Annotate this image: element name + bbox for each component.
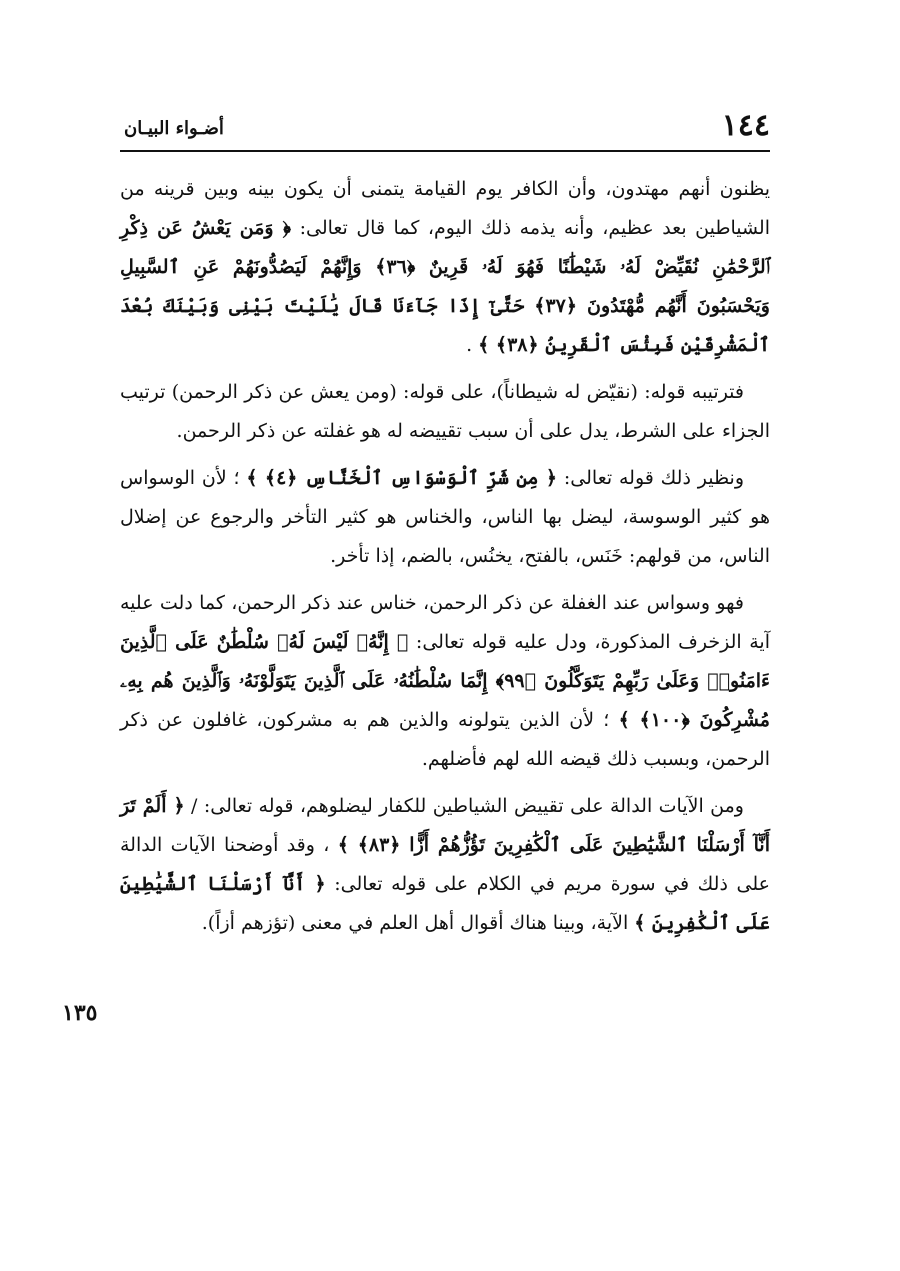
paragraph-1	[120, 170, 770, 365]
paragraph-4	[120, 584, 770, 779]
page-header	[120, 104, 770, 152]
margin-page-marker: ١٣٥	[62, 1000, 98, 1026]
paragraph-5	[120, 787, 770, 943]
paragraph-text: .	[466, 334, 473, 356]
paragraph-text: ، وقد أوضحنا الآيات الدالة على ذلك في سورة مريم في الكلام على قوله تعالى:	[120, 834, 770, 895]
page-number: ١٤٤	[721, 108, 770, 143]
paragraph-text: ؛ لأن الذين يتولونه والذين هم به مشركون، غافلون عن ذكر الرحمن، وبسبب ذلك قيضه الله لهم فأضلهم.	[120, 709, 770, 770]
paragraph-text: ونظير ذلك قوله تعالى:	[563, 467, 745, 489]
quran-verse: ﴿ إِنَّهُۥ لَيْسَ لَهُۥ سُلْطَٰنٌ عَلَى ٱلَّذِينَ ءَامَنُوا۟ وَعَلَىٰ رَبِّهِمْ يَتَوَكَّلُونَ ﴿٩٩﴾ إِنَّمَا سُلْطَٰنُهُۥ عَلَى ٱلَّذِينَ يَتَوَلَّوْنَهُۥ وَٱلَّذِينَ هُم بِهِۦ مُشْرِكُونَ ﴿١٠٠﴾ ﴾	[120, 631, 770, 731]
paragraph-text: يظنون أنهم مهتدون، وأن الكافر يوم القيامة يتمنى أن يكون بينه وبين قرينه من الشياطين بعد عظيم، وأنه يذمه ذلك اليوم، كما قال تعالى:	[120, 178, 770, 239]
book-title: أضـواء البيـان	[124, 118, 224, 139]
paragraph-text: الآية، وبينا هناك أقوال أهل العلم في معنى (تؤزهم أزاً).	[201, 912, 629, 934]
paragraph-3	[120, 459, 770, 576]
paragraph-text: فترتيبه قوله: (نقيّض له شيطاناً)، على قوله: (ومن يعش عن ذكر الرحمن) ترتيب الجزاء على الشرط، يدل على أن سبب تقييضه له هو غفلته عن ذكر الرحمن.	[120, 381, 770, 442]
quran-verse: ﴿ أَلَمْ تَرَ أَنَّآ أَرْسَلْنَا ٱلشَّيَٰطِينَ عَلَى ٱلْكَٰفِرِينَ تَؤُزُّهُمْ أَزًّا ﴿٨٣﴾ ﴾	[120, 795, 770, 856]
quran-verse: ﴿ مِن شَرِّ ٱلْوَسْوَاسِ ٱلْخَنَّاسِ ﴿٤﴾ ﴾	[246, 467, 558, 489]
paragraph-text: ومن الآيات الدالة على تقييض الشياطين للكفار ليضلوهم، قوله تعالى: /	[191, 795, 744, 817]
quran-verse: ﴿ وَمَن يَعْشُ عَن ذِكْرِ ٱلرَّحْمَٰنِ نُقَيِّضْ لَهُۥ شَيْطَٰنًا فَهُوَ لَهُۥ قَرِينٌ ﴿٣٦﴾ وَإِنَّهُمْ لَيَصُدُّونَهُمْ عَنِ ٱلسَّبِيلِ وَيَحْسَبُونَ أَنَّهُم مُّهْتَدُونَ ﴿٣٧﴾ حَتَّىٰٓ إِذَا جَآءَنَا قَالَ يَٰلَيْتَ بَيْنِى وَبَيْنَكَ بُعْدَ ٱلْمَشْرِقَيْنِ فَبِئْسَ ٱلْقَرِينُ ﴿٣٨﴾ ﴾	[120, 217, 770, 356]
paragraph-2	[120, 373, 770, 451]
quran-verse: ﴿ أَنَّآ أَرْسَلْنَا ٱلشَّيَٰطِينَ عَلَى ٱلْكَٰفِرِينَ ﴾	[120, 873, 770, 934]
header-rule	[120, 150, 770, 152]
body-text	[120, 170, 770, 951]
paragraph-text: فهو وسواس عند الغفلة عن ذكر الرحمن، خناس عند ذكر الرحمن، كما دلت عليه آية الزخرف المذكورة، ودل عليه قوله تعالى:	[120, 592, 770, 653]
paragraph-text: ؛ لأن الوسواس هو كثير الوسوسة، ليضل بها الناس، والخناس هو كثير التأخر والرجوع عن إضلال الناس، من قولهم: خَنَس، بالفتح، يخنُس، بالضم، إذا تأخر.	[120, 467, 770, 567]
